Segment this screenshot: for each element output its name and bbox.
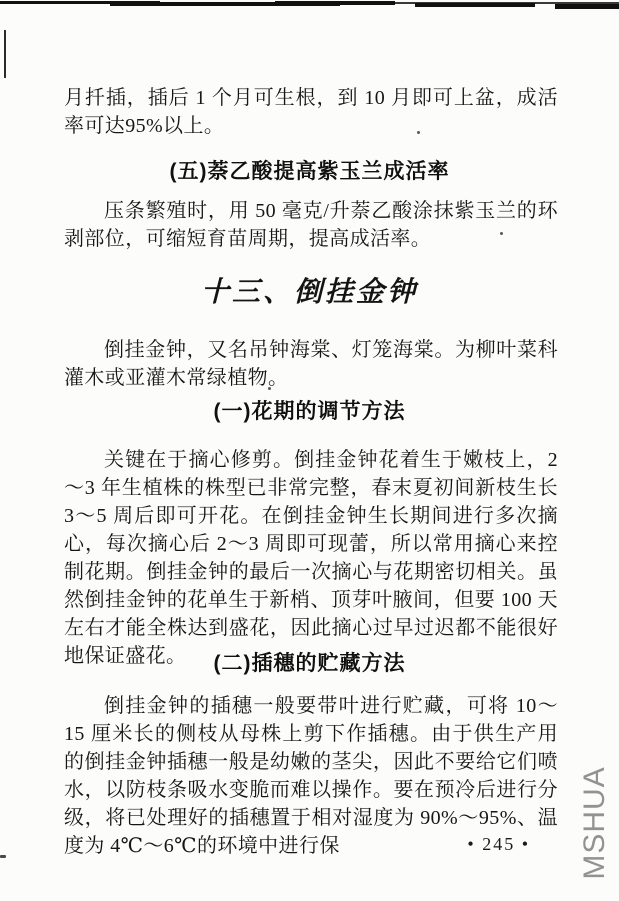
scan-top-edge-segment (555, 4, 619, 9)
paragraph-flowering-regulation: 关键在于摘心修剪。倒挂金钟花着生于嫩枝上，2～3 年生植株的株型已非常完整，春末夏初间新枝生长 3～5 周后即可开花。在倒挂金钟生长期间进行多次摘心，每次摘心后 2～3 周即可现蕾，所以常用摘心来控制花期。倒挂金钟的最后一次摘心与花期密切相关。虽然倒挂金钟的花单生于新梢、顶芽叶腋间，但要 100 天左右才能全株达到盛花，因此摘心过早过迟都不能很好地保证盛花。 (64, 449, 558, 667)
scan-left-edge-mark (4, 30, 6, 78)
paragraph-cutting-storage: 倒挂金钟的插穗一般要带叶进行贮藏，可将 10～15 厘米长的侧枝从母株上剪下作插穗。由于供生产用的倒挂金钟插穗一般是幼嫩的茎尖，因此不要给它们喷水，以防枝条吸水变脆而难以操作。要在预冷后进行分级，将已处理好的插穗置于相对湿度为 90%～95%、温度为 4℃～6℃的环境中进行保 (64, 695, 558, 857)
page-number: • 245 • (467, 834, 530, 854)
watermark-mshua: MSHUA (578, 766, 611, 880)
scan-edge-dash (0, 855, 6, 858)
paragraph-magnolia-cutting-continuation: 月扦插，插后 1 个月可生根，到 10 月即可上盆，成活率可达95%以上。 (64, 87, 558, 137)
scan-top-edge-segment (415, 3, 535, 7)
paragraph-naa-layering: 压条繁殖时，用 50 毫克/升萘乙酸涂抹紫玉兰的环剥部位，可缩短育苗周期，提高成活率。 (64, 200, 558, 250)
section-heading-naa-survival-rate: (五)萘乙酸提高紫玉兰成活率 (169, 160, 450, 183)
scan-top-edge-segment (275, 1, 395, 5)
paragraph-fuchsia-intro: 倒挂金钟，又名吊钟海棠、灯笼海棠。为柳叶菜科灌木或亚灌木常绿植物。 (64, 339, 558, 389)
section-heading-cutting-storage: (二)插穗的贮藏方法 (213, 652, 406, 675)
chapter-title-fuchsia: 十三、倒挂金钟 (200, 277, 418, 308)
section-heading-flowering-regulation: (一)花期的调节方法 (213, 400, 406, 423)
